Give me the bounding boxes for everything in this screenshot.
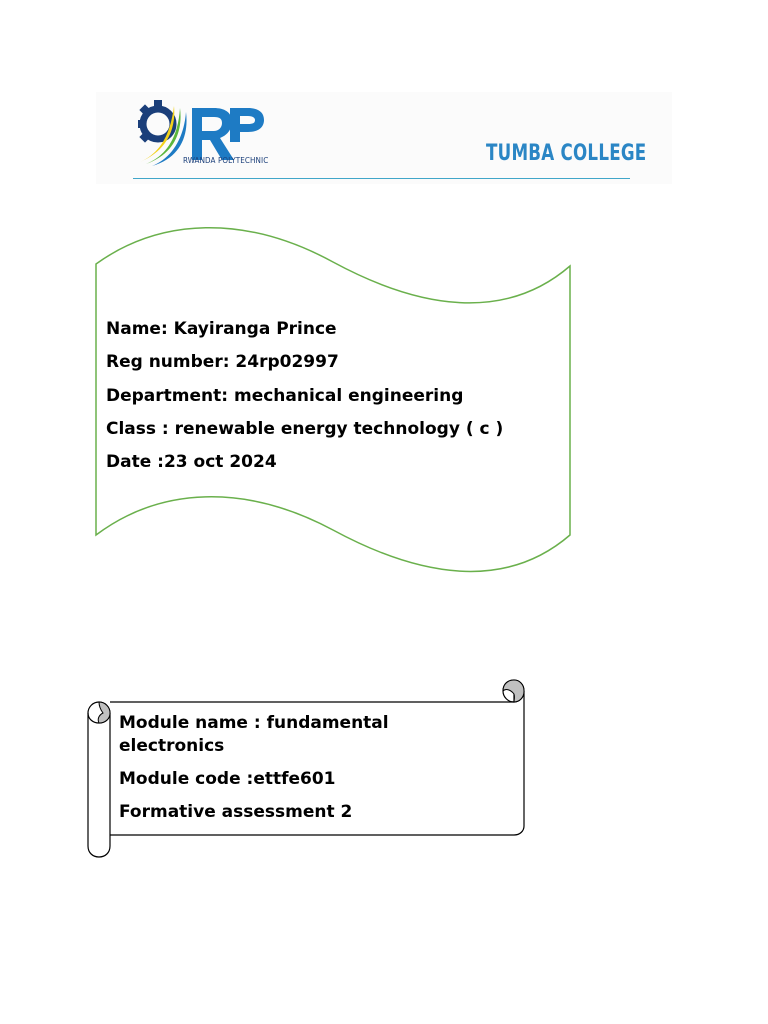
department: Department: mechanical engineering [106,385,464,406]
college-name: TUMBA COLLEGE [486,141,647,166]
registration-number: Reg number: 24rp02997 [106,352,339,373]
submission-date: Date :23 oct 2024 [106,452,277,473]
module-info [119,712,499,834]
class-name: Class : renewable energy technology ( c ) [106,418,504,439]
student-name: Name: Kayiranga Prince [106,319,337,339]
module-name: Module name : fundamental electronics [119,713,389,756]
logo-subtitle: RWANDA POLYTECHNIC [183,156,269,165]
module-code: Module code :ettfe601 [119,769,336,789]
assessment-title: Formative assessment 2 [119,802,353,822]
